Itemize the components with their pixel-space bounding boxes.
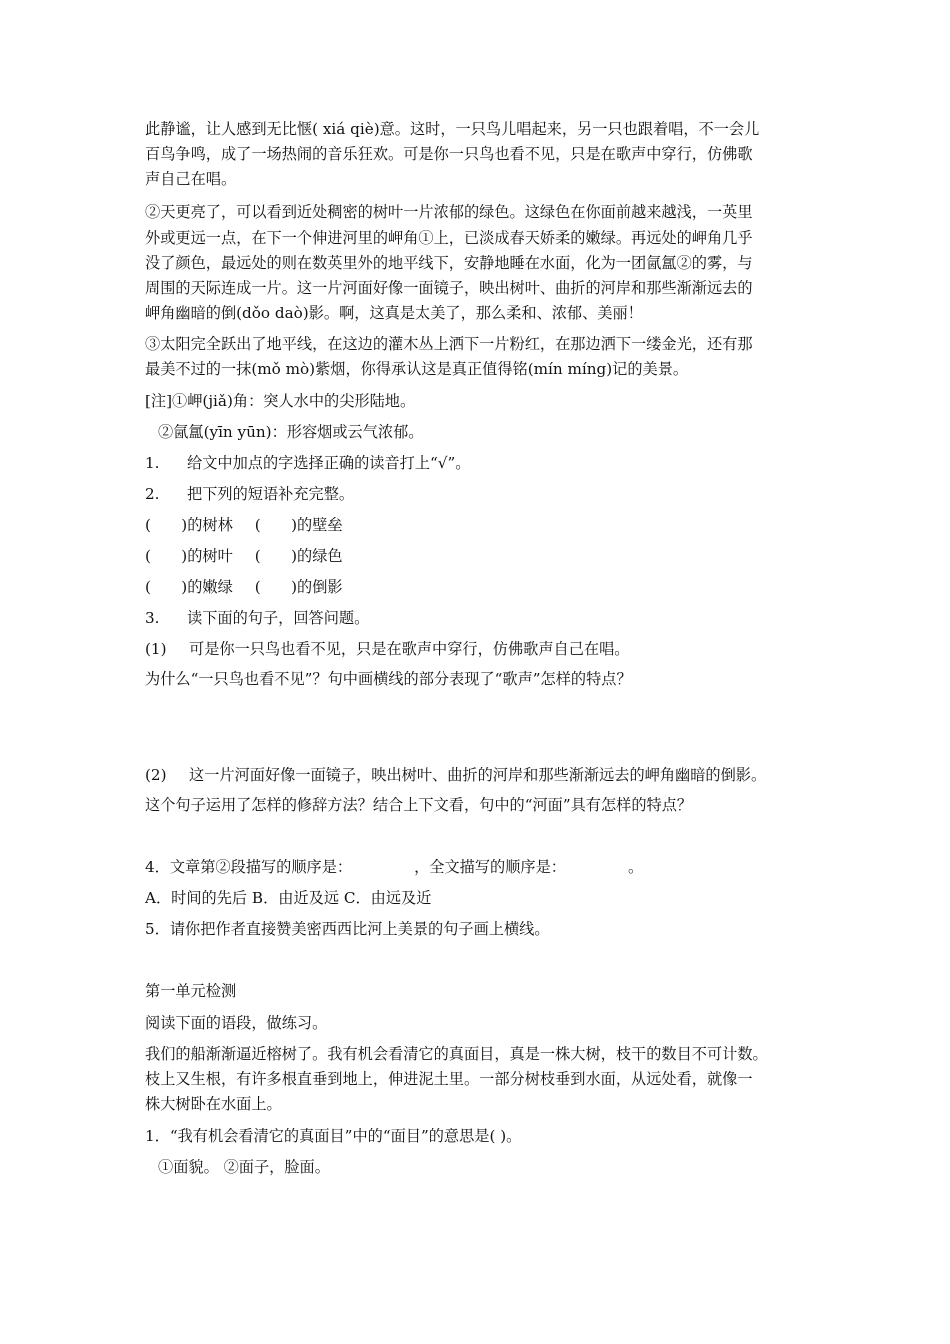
passage-line: 最美不过的一抹(mǒ mò)紫烟，你得承认这是真正值得铭(mín míng)记的美景。 [145, 360, 689, 378]
passage-line: 我们的船渐渐逼近榕树了。我有机会看清它的真面目，真是一株大树，枝干的数目不可计数。 [145, 1045, 768, 1063]
question-text: 给文中加点的字选择正确的读音打上“√”。 [187, 454, 471, 472]
passage-line: 周围的天际连成一片。这一片河面好像一面镜子，映出树叶、曲折的河岸和那些渐渐远去的 [145, 279, 753, 297]
question-text: 把下列的短语补充完整。 [187, 485, 355, 503]
question-number: 1. [145, 454, 160, 472]
phrase-item: 的嫩绿 [187, 578, 233, 596]
subquestion-2 [145, 763, 766, 787]
phrase-row: ( )的树林 ( )的壁垒 [145, 516, 343, 534]
question-text: 读下面的句子，回答问题。 [187, 609, 370, 627]
question-5: 5．请你把作者直接赞美密西西比河上美景的句子画上横线。 [145, 920, 550, 938]
phrase-item: 的绿色 [297, 547, 343, 565]
question-text: 4．文章第②段描写的顺序是： [145, 858, 353, 876]
section-title: 第一单元检测 [145, 982, 237, 1000]
question-number: 2. [145, 485, 160, 503]
question-3 [145, 606, 369, 630]
question-1: 1．“我有机会看清它的真面目”中的“面目”的意思是( )。 [145, 1127, 522, 1145]
instruction: 阅读下面的语段，做练习。 [145, 1014, 328, 1032]
passage-line: ②天更亮了，可以看到近处稠密的树叶一片浓郁的绿色。这绿色在你面前越来越浅，一英里 [145, 203, 753, 221]
question-prompt: 为什么“一只鸟也看不见”？句中画横线的部分表现了“歌声”怎样的特点？ [145, 670, 632, 688]
question-1 [145, 451, 470, 475]
answer-options: A．时间的先后 B．由近及远 C．由远及近 [145, 889, 432, 907]
question-4 [145, 855, 643, 879]
passage-line: 没了颜色，最远处的则在数英里外的地平线下，安静地睡在水面，化为一团氤氲②的雾，与 [145, 254, 753, 272]
question-number: (1) [145, 640, 167, 658]
question-number: (2) [145, 766, 167, 784]
question-prompt: 这个句子运用了怎样的修辞方法？结合上下文看，句中的“河面”具有怎样的特点？ [145, 796, 693, 814]
passage-line: 此静谧，让人感到无比惬( xiá qiè)意。这时，一只鸟儿唱起来，另一只也跟着唱，不一会儿 [145, 120, 760, 138]
passage-line: 声自己在唱。 [145, 170, 237, 188]
passage-line: 外或更远一点，在下一个伸进河里的岬角①上，已淡成春天娇柔的嫩绿。再远处的岬角几乎 [145, 229, 753, 247]
passage-line: 枝上又生根，有许多根直垂到地上，伸进泥土里。一部分树枝垂到水面，从远处看，就像一 [145, 1070, 753, 1088]
passage-line: ③太阳完全跃出了地平线，在这边的灌木丛上洒下一片粉红，在那边洒下一缕金光，还有那 [145, 335, 753, 353]
phrase-row: ( )的树叶 ( )的绿色 [145, 547, 343, 565]
phrase-item: 的树叶 [187, 547, 233, 565]
answer-options: ①面貌。 ②面子，脸面。 [158, 1158, 330, 1176]
question-text: ，全文描写的顺序是： [414, 858, 566, 876]
phrase-row: ( )的嫩绿 ( )的倒影 [145, 578, 343, 596]
question-sentence: 这一片河面好像一面镜子，映出树叶、曲折的河岸和那些渐渐远去的岬角幽暗的倒影。 [189, 766, 767, 784]
passage-line: 株大树卧在水面上。 [145, 1095, 282, 1113]
question-number: 3. [145, 609, 160, 627]
subquestion-1 [145, 637, 629, 661]
passage-line: 百鸟争鸣，成了一场热闹的音乐狂欢。可是你一只鸟也看不见，只是在歌声中穿行，仿佛歌 [145, 145, 753, 163]
phrase-item: 的树林 [187, 516, 233, 534]
question-text: 。 [627, 858, 644, 876]
phrase-item: 的壁垒 [297, 516, 343, 534]
footnote: [注]①岬(jiǎ)角：突人水中的尖形陆地。 [145, 392, 416, 410]
question-sentence: 可是你一只鸟也看不见，只是在歌声中穿行，仿佛歌声自己在唱。 [189, 640, 630, 658]
passage-line: 岬角幽暗的倒(dǒo daò)影。啊，这真是太美了，那么柔和、浓郁、美丽！ [145, 304, 643, 322]
footnote: ②氤氲(yīn yūn)：形容烟或云气浓郁。 [158, 423, 424, 441]
question-2 [145, 482, 354, 506]
phrase-item: 的倒影 [297, 578, 343, 596]
